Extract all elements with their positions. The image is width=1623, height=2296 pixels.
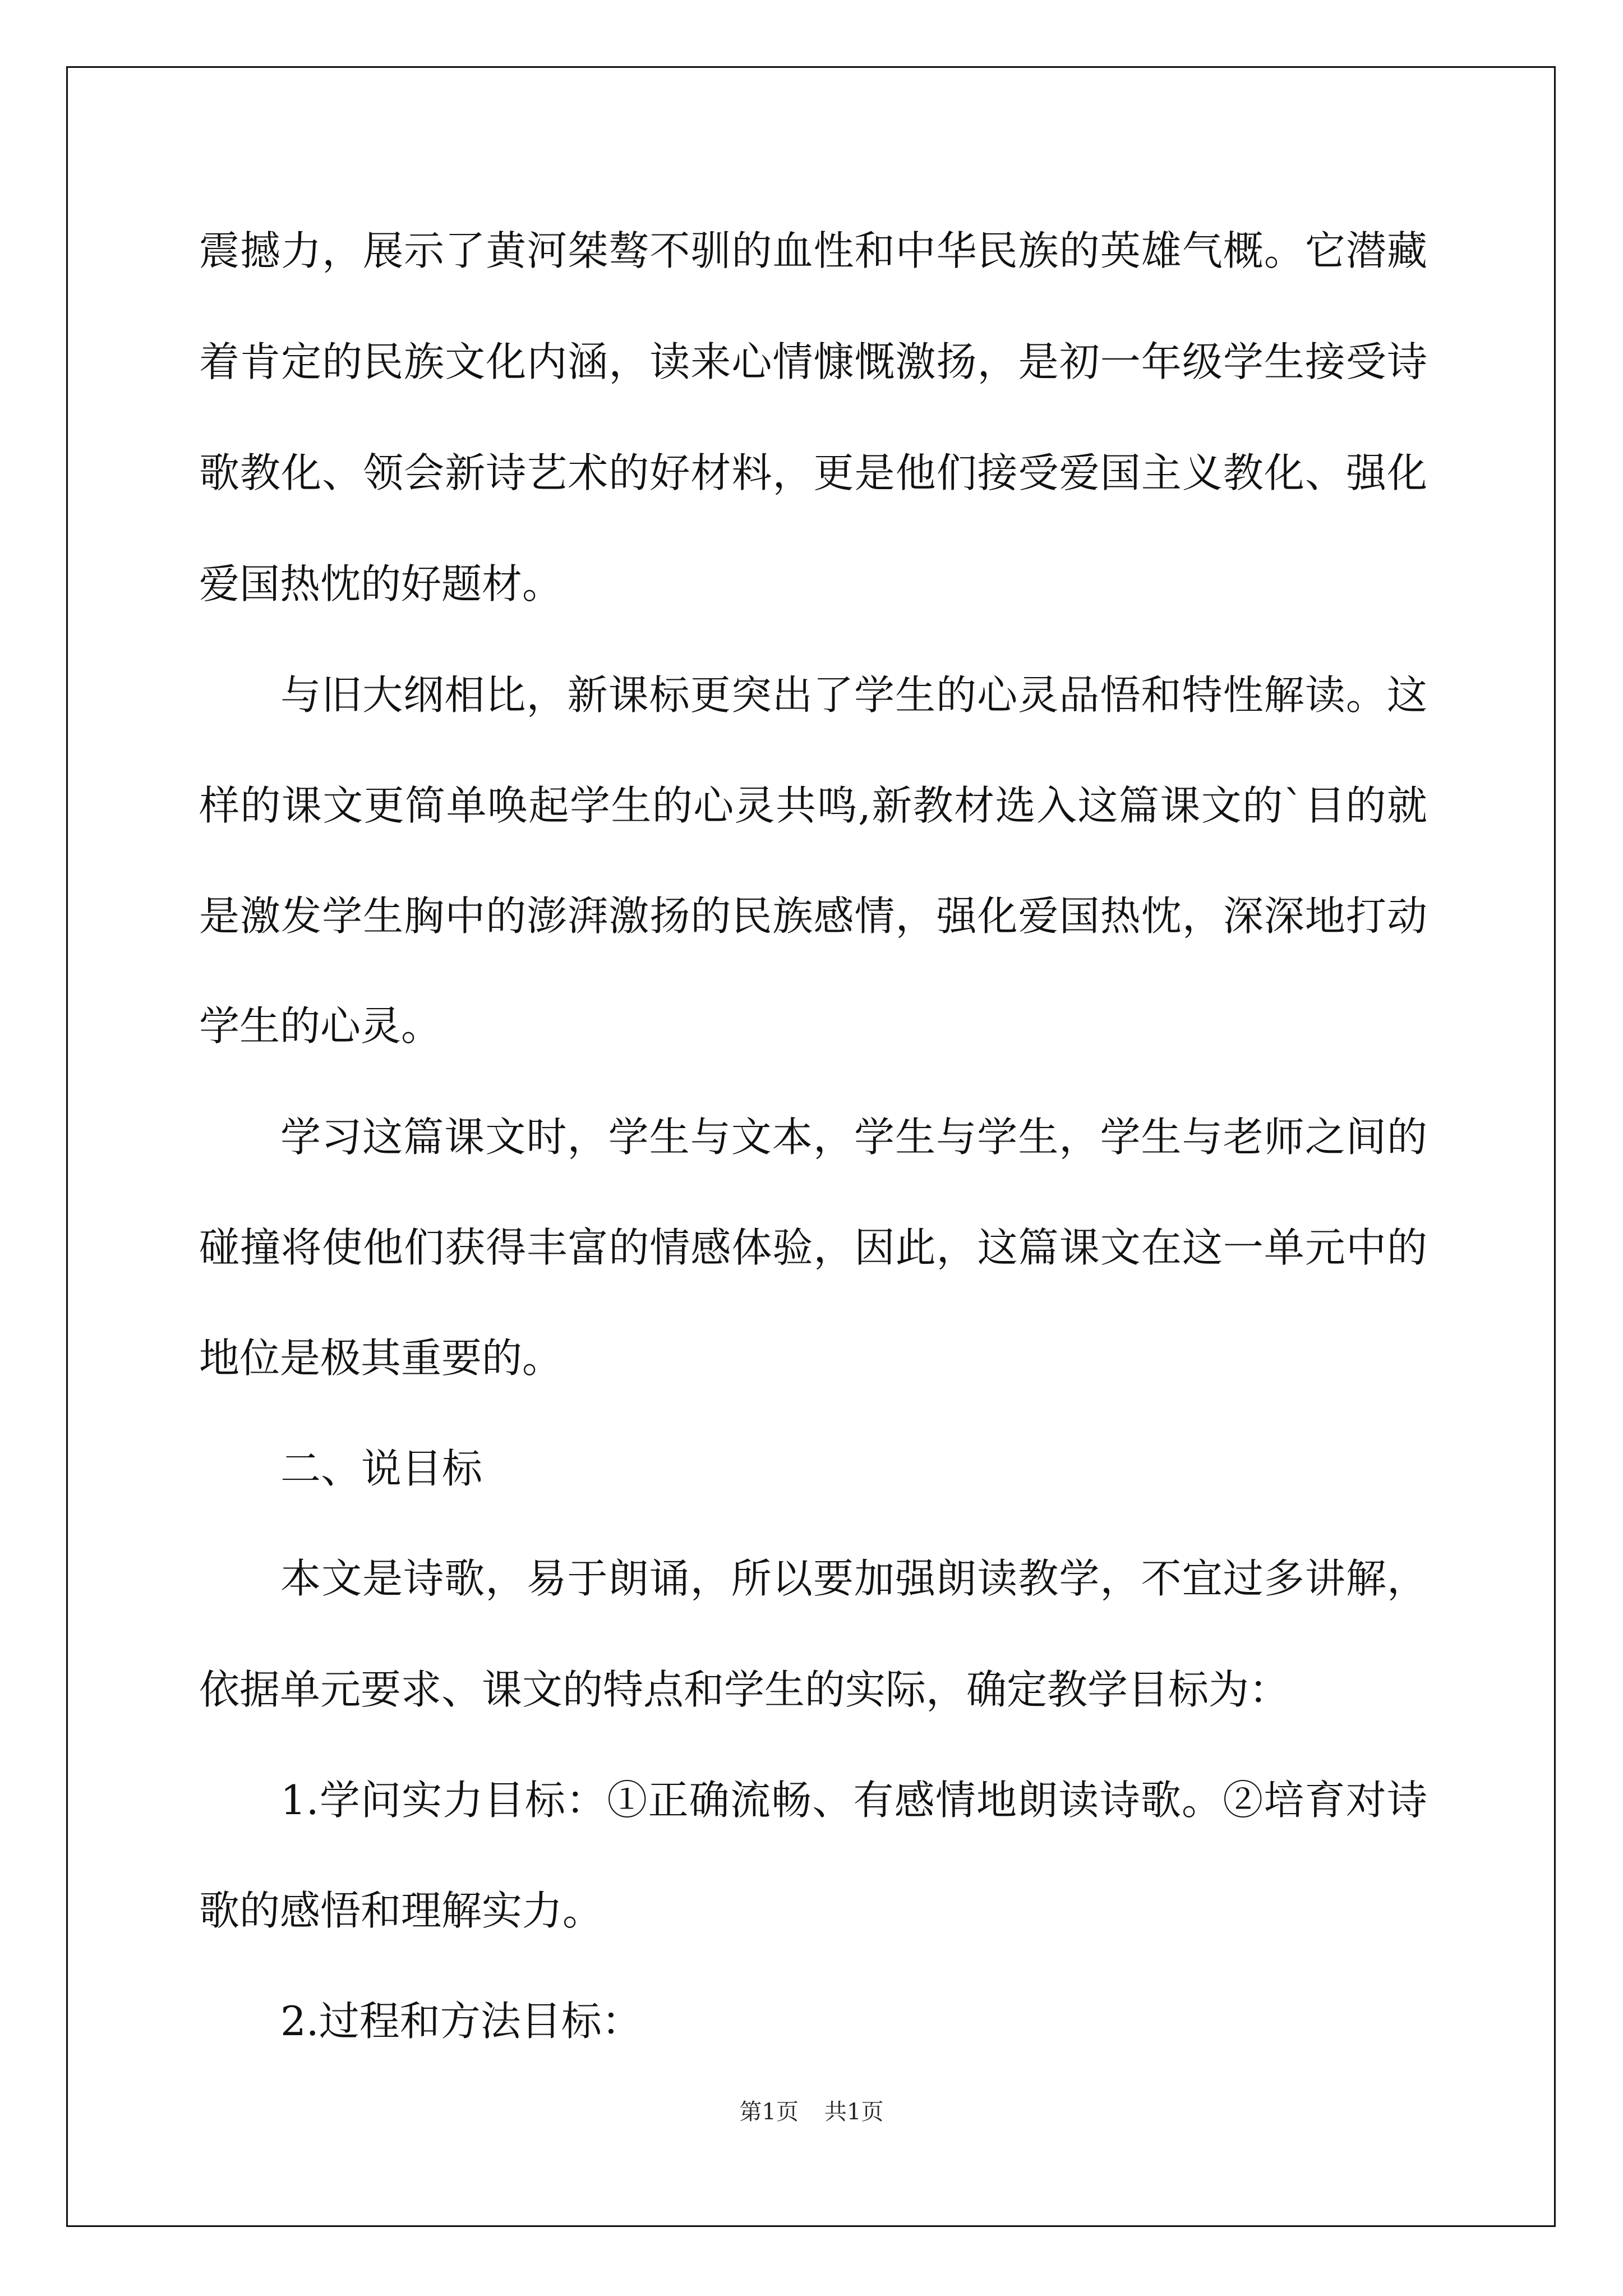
paragraph-line: 着肯定的民族文化内涵，读来心情慷慨激扬，是初一年级学生接受诗 [199,338,1427,385]
paragraph-line: 爱国热忱的好题材。 [199,560,563,608]
paragraph-line: 碰撞将使他们获得丰富的情感体验，因此，这篇课文在这一单元中的 [199,1224,1427,1271]
paragraph-line: 地位是极其重要的。 [199,1335,563,1382]
paragraph-line: 与旧大纲相比，新课标更突出了学生的心灵品悟和特性解读。这 [280,671,1427,719]
page-number: 第1页 [739,2099,799,2125]
page-total: 共1页 [824,2099,884,2125]
paragraph-line: 歌教化、领会新诗艺术的好材料，更是他们接受爱国主义教化、强化 [199,449,1427,496]
objective-item: 1.学问实力目标：①正确流畅、有感情地朗读诗歌。②培育对诗 [280,1777,1427,1824]
paragraph-line: 样的课文更简单唤起学生的心灵共鸣,新教材选入这篇课文的`目的就 [199,782,1427,829]
paragraph-line: 学生的心灵。 [199,1002,442,1050]
paragraph-line: 本文是诗歌，易于朗诵，所以要加强朗读教学，不宜过多讲解， [280,1555,1427,1602]
objective-item: 2.过程和方法目标： [280,1998,642,2045]
paragraph-line: 震撼力，展示了黄河桀骜不驯的血性和中华民族的英雄气概。它潜藏 [199,227,1427,274]
paragraph-line: 是激发学生胸中的澎湃激扬的民族感情，强化爱国热忱，深深地打动 [199,892,1427,940]
page-footer [0,2094,1623,2126]
paragraph-line: 依据单元要求、课文的特点和学生的实际，确定教学目标为： [199,1666,1290,1713]
paragraph-line: 学习这篇课文时，学生与文本，学生与学生，学生与老师之间的 [280,1114,1427,1161]
paragraph-line: 歌的感悟和理解实力。 [199,1887,603,1934]
section-heading: 二、说目标 [280,1445,483,1492]
